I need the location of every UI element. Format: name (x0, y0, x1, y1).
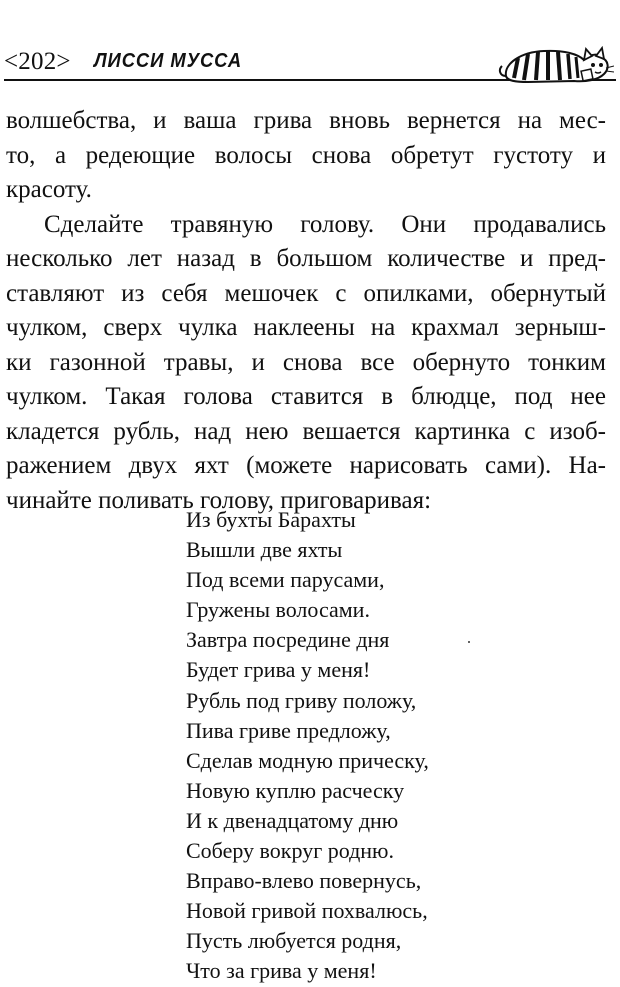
text-line: то, а редеющие волосы снова обретут густоту и (6, 141, 606, 169)
paragraph-herb-head (6, 208, 606, 519)
poem-line: Вправо-влево повернусь, (186, 868, 422, 894)
text-line: чулком. Такая голова ставится в блюдце, под нее (6, 383, 606, 410)
text-line: чулком, сверх чулка наклеены на крахмал зерныш- (6, 314, 606, 341)
poem-line: Сделав модную прическу, (186, 747, 429, 773)
text-line: ражением двух яхт (можете нарисовать сами). На- (6, 452, 606, 479)
poem-line: И к двенадцатому дню (186, 807, 399, 833)
text-line: ставляют из себя мешочек с опилками, обернутый (6, 279, 606, 307)
text-line: чинайте поливать голову, приговаривая: (6, 486, 432, 514)
running-title: ЛИССИ МУССА (94, 50, 243, 72)
text-line: Сделайте травяную голову. Они продавались (44, 210, 606, 238)
cat-illustration-icon (498, 46, 614, 86)
poem-line: Гружены волосами. (186, 597, 370, 623)
poem-line: Новой гривой похвалюсь, (186, 898, 428, 924)
text-line: волшебства, и ваша грива вновь вернется на мес- (6, 107, 606, 134)
poem-line: Соберу вокруг родню. (186, 838, 394, 864)
poem-line: Будет грива у меня! (186, 657, 371, 683)
poem (186, 505, 429, 987)
text-line: ки газонной травы, и снова все обернуто тонким (6, 348, 606, 376)
text-line: красоту. (6, 176, 92, 203)
print-speck (468, 641, 470, 643)
text-line: кладется рубль, над нею вешается картинка с изоб- (6, 417, 606, 445)
poem-line: Из бухты Барахты (186, 507, 356, 532)
paragraph-continued (6, 104, 606, 208)
poem-line: Новую куплю расческу (186, 777, 405, 803)
poem-line: Пива гриве предложу, (186, 717, 391, 743)
poem-line: Вышли две яхты (186, 537, 343, 563)
page-header (4, 46, 614, 86)
poem-line: Пусть любуется родня, (186, 928, 402, 954)
poem-line: Что за грива у меня! (186, 958, 377, 984)
body-text (6, 104, 606, 518)
page-number: <202> (4, 48, 71, 75)
poem-line: Рубль под гриву положу, (186, 687, 417, 713)
poem-line: Под всеми парусами, (186, 567, 385, 593)
poem-line: Завтра посредине дня (186, 627, 390, 653)
text-line: несколько лет назад в большом количестве и пред- (6, 245, 606, 272)
